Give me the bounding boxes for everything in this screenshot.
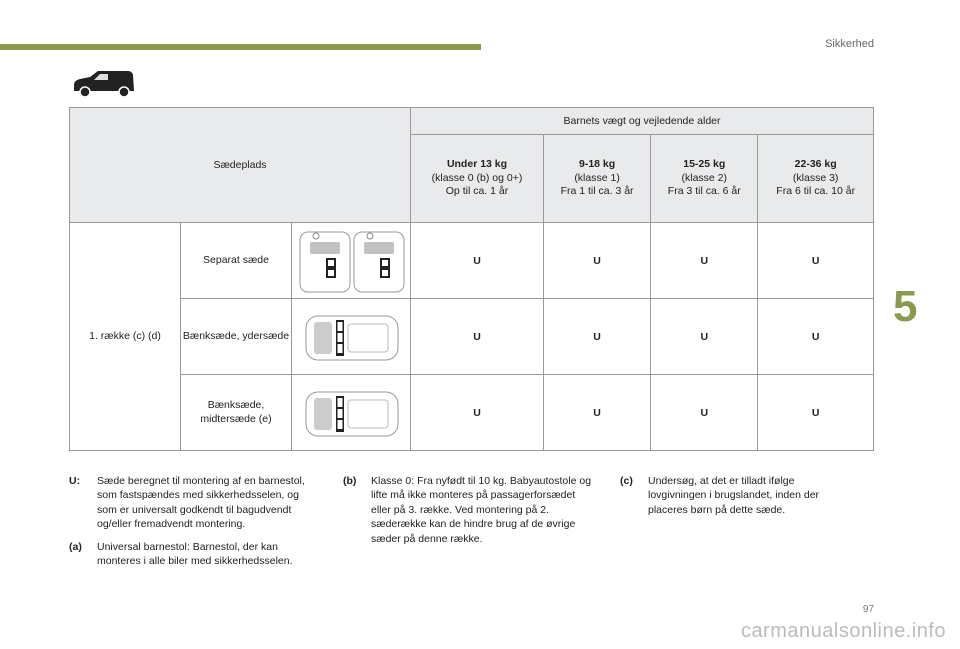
car-top-view-icon xyxy=(296,378,406,448)
car-top-view-icon xyxy=(296,226,406,296)
chapter-number: 5 xyxy=(893,282,918,331)
seat-name: Bænksæde, midtersæde (e) xyxy=(181,375,292,451)
weight-column-header: Under 13 kg (klasse 0 (b) og 0+) Op til ca. 1 år xyxy=(411,135,544,223)
seat-name: Separat sæde xyxy=(181,223,292,299)
suitability-value: U xyxy=(758,223,874,299)
suitability-value: U xyxy=(651,223,758,299)
suitability-value: U xyxy=(651,299,758,375)
section-title: Sikkerhed xyxy=(825,38,874,50)
note-a: (a) Universal barnestol: Barnestol, der kan monteres i alle biler med sikkerhedsselen. xyxy=(69,540,293,568)
note-b: (b) Klasse 0: Fra nyfødt til 10 kg. Babyautostole og lifte må ikke monteres på passagerforsædet eller på 3. række. Ved montering på 2. sæderække kan de hindre brug af de øvrige sæder på denne række. xyxy=(343,475,592,545)
suitability-value: U xyxy=(411,375,544,451)
row-group-label: 1. række (c) (d) xyxy=(70,223,181,451)
note-u: U: Sæde beregnet til montering af en barnestol, som fastspændes med sikkerhedsselen, og som er universalt godkendt til bagudvendt og/eller fremadvendt montering. xyxy=(69,475,305,531)
suitability-value: U xyxy=(758,299,874,375)
header-accent-bar xyxy=(0,44,481,50)
page-number: 97 xyxy=(862,604,874,615)
seat-column-header: Sædeplads xyxy=(70,108,411,223)
seat-diagram xyxy=(292,375,411,451)
suitability-value: U xyxy=(543,299,650,375)
group-header: Barnets vægt og vejledende alder xyxy=(411,108,874,135)
watermark: carmanualsonline.info xyxy=(740,620,946,642)
seat-diagram xyxy=(292,299,411,375)
weight-column-header: 15-25 kg (klasse 2) Fra 3 til ca. 6 år xyxy=(651,135,758,223)
suitability-value: U xyxy=(411,299,544,375)
van-silhouette-icon xyxy=(70,69,136,99)
seat-diagram xyxy=(292,223,411,299)
child-seat-table xyxy=(69,107,874,451)
notes-column-3 xyxy=(620,474,850,525)
seat-name: Bænksæde, ydersæde xyxy=(181,299,292,375)
notes-column-2 xyxy=(343,474,593,554)
weight-column-header: 9-18 kg (klasse 1) Fra 1 til ca. 3 år xyxy=(543,135,650,223)
table-row xyxy=(70,299,874,375)
suitability-value: U xyxy=(758,375,874,451)
car-top-view-icon xyxy=(296,302,406,372)
table-row xyxy=(70,375,874,451)
note-c: (c) Undersøg, at det er tilladt ifølge lovgivningen i brugslandet, inden der placeres børn på dette sæde. xyxy=(620,475,820,516)
weight-column-header: 22-36 kg (klasse 3) Fra 6 til ca. 10 år xyxy=(758,135,874,223)
suitability-value: U xyxy=(543,223,650,299)
suitability-value: U xyxy=(651,375,758,451)
notes-column-1 xyxy=(69,474,309,577)
suitability-value: U xyxy=(411,223,544,299)
suitability-value: U xyxy=(543,375,650,451)
table-row xyxy=(70,223,874,299)
